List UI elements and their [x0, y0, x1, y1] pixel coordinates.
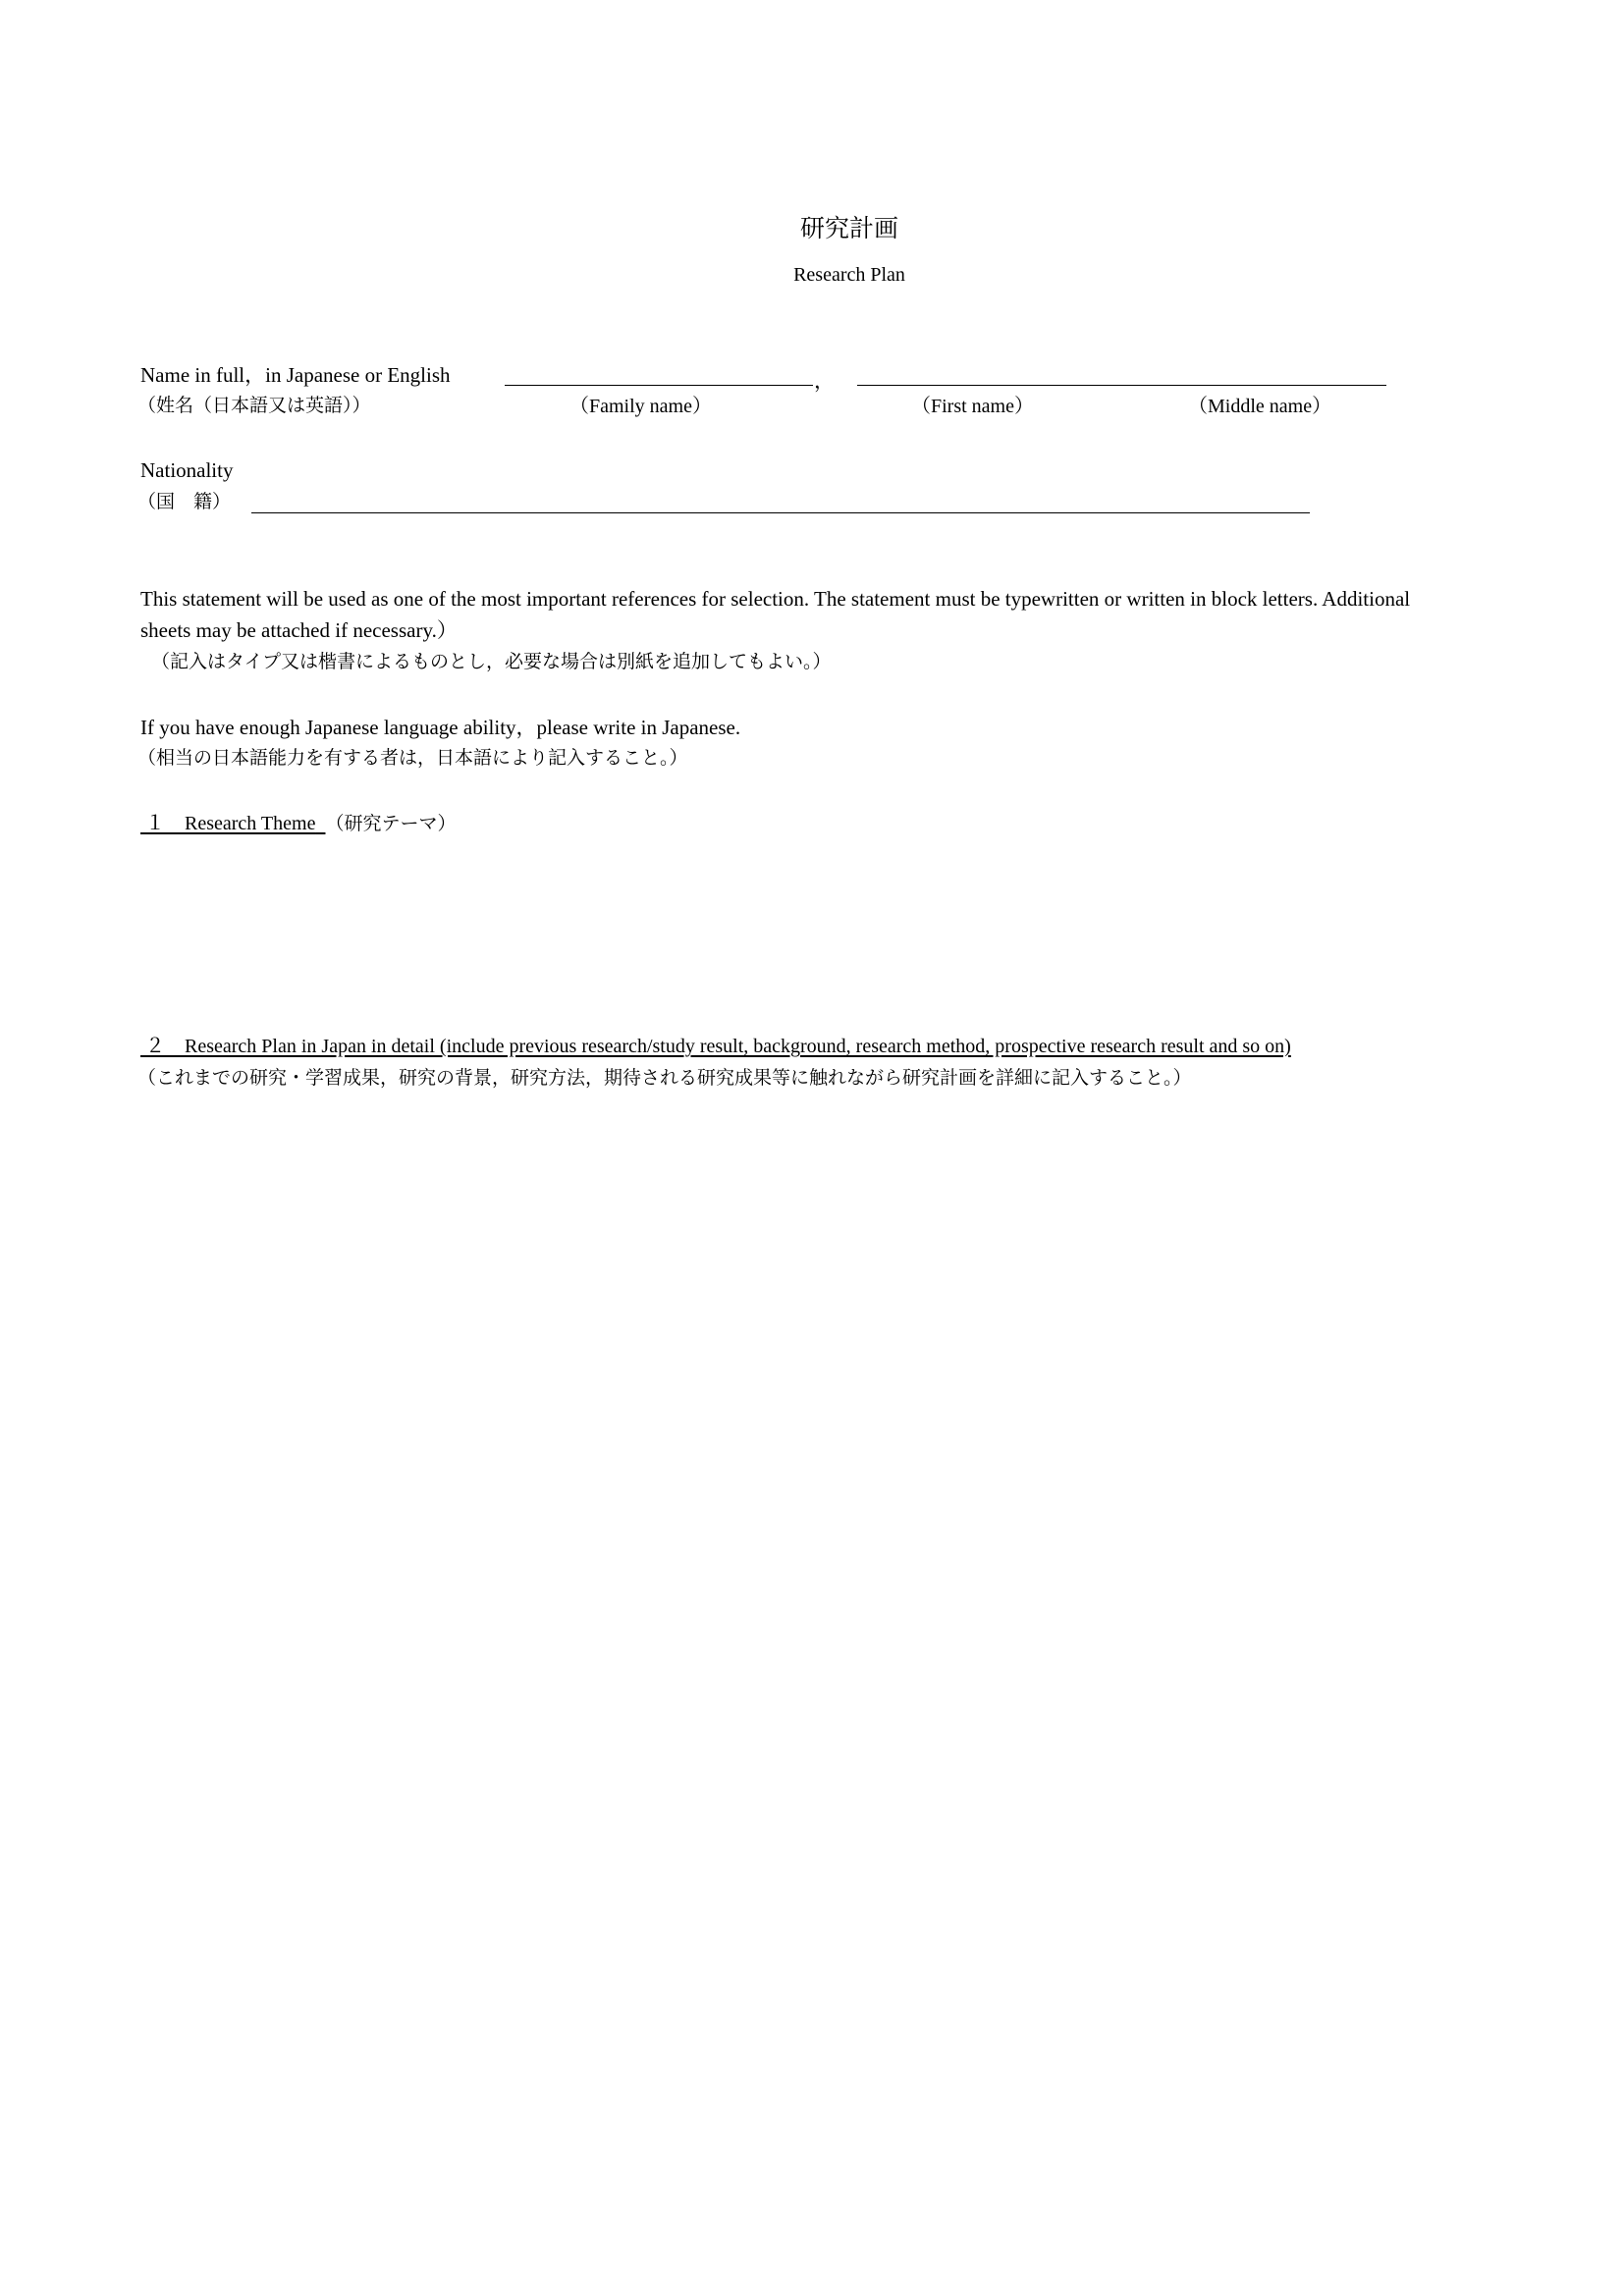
- family-name-field[interactable]: [505, 385, 813, 386]
- section-2-number: ２: [145, 1036, 165, 1057]
- middle-name-caption: （Middle name）: [1188, 396, 1332, 417]
- section-2-heading: [140, 1035, 1291, 1058]
- nationality-label-jp: （国 籍）: [137, 491, 232, 512]
- name-comma: ，: [814, 369, 835, 393]
- statement-line-2: sheets may be attached if necessary.）: [140, 618, 458, 642]
- page-title-jp: 研究計画: [799, 214, 898, 242]
- nationality-field[interactable]: [251, 512, 1310, 513]
- section-1-title-jp: （研究テーマ）: [325, 813, 457, 834]
- section-1-number: １: [145, 813, 165, 834]
- section-2-underlined: [140, 1036, 1291, 1057]
- section-2-title-en: Research Plan in Japan in detail (include previous research/study result, background, research method, prospective research result and so on): [185, 1036, 1291, 1057]
- language-note-en: If you have enough Japanese language ability，please write in Japanese.: [140, 716, 741, 739]
- research-theme-answer-area[interactable]: [140, 846, 1505, 1023]
- section-1-underlined: [140, 813, 325, 834]
- language-note-jp: （相当の日本語能力を有する者は，日本語により記入すること。）: [137, 747, 688, 769]
- family-name-caption: （Family name）: [569, 396, 712, 417]
- name-label-en: Name in full，in Japanese or English: [140, 363, 451, 387]
- first-name-caption: （First name）: [911, 396, 1034, 417]
- section-2-note-jp: （これまでの研究・学習成果，研究の背景，研究方法，期待される研究成果等に触れながら研究計画を詳細に記入すること。）: [137, 1067, 1192, 1089]
- page-title-en: Research Plan: [793, 264, 905, 286]
- section-1-title-en: Research Theme: [185, 813, 316, 834]
- name-label-jp: （姓名（日本語又は英語））: [137, 395, 371, 416]
- section-1-heading: [140, 812, 456, 835]
- statement-jp: （記入はタイプ又は楷書によるものとし，必要な場合は別紙を追加してもよい。）: [151, 651, 832, 672]
- first-middle-name-field[interactable]: [857, 385, 1386, 386]
- research-plan-answer-area[interactable]: [140, 1103, 1505, 2134]
- statement-line-1: This statement will be used as one of the most important references for selection. The statement must be typewritten or written in block letters. Additional: [140, 587, 1411, 611]
- nationality-label-en: Nationality: [140, 458, 234, 482]
